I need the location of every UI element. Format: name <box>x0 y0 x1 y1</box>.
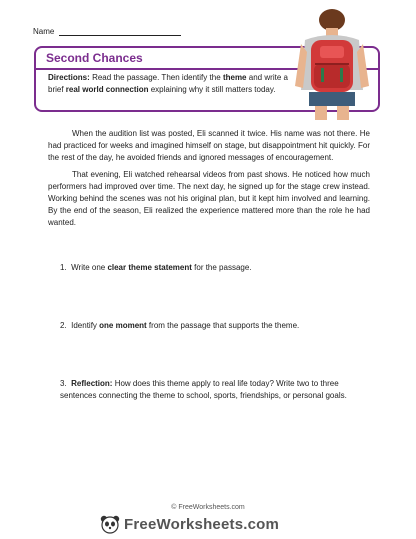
directions-text-3: explaining why it still matters today. <box>148 85 276 94</box>
directions-bold-2: real world connection <box>65 85 149 94</box>
question-text-post: for the passage. <box>191 263 252 272</box>
student-backpack-illustration <box>291 6 373 124</box>
question-text-post: How does this theme apply to real life today? Write two to three sentences connecting the theme to school, sports, friendships, or personal goals. <box>60 379 347 400</box>
question-2 <box>60 320 360 332</box>
name-field <box>33 27 181 36</box>
question-text-bold: Reflection: <box>71 379 113 388</box>
question-text-pre: Write one <box>71 263 108 272</box>
panda-icon <box>100 514 120 534</box>
brand-rest: Worksheets.com <box>156 515 280 533</box>
brand-logo <box>100 513 279 535</box>
name-label: Name <box>33 27 55 36</box>
passage-paragraph-1: When the audition list was posted, Eli scanned it twice. His name was not there. He had practiced for weeks and imagined himself on stage, but disappointment hit quickly. For the rest of the day, he avoided friends and ignored messages of encouragement. <box>48 129 370 162</box>
worksheet-title: Second Chances <box>46 51 143 65</box>
passage-paragraph-2: That evening, Eli watched rehearsal videos from past shows. He noticed how much performers had improved over time. The next day, he signed up for the stage crew instead. Working behind the scenes was not his original plan, but it kept him involved and learning. By the end of the season, Eli realized the experience mattered more than the role he had wanted. <box>48 170 370 227</box>
directions-text <box>48 72 288 96</box>
copyright-text: © FreeWorksheets.com <box>171 504 245 511</box>
question-3 <box>60 378 370 402</box>
brand-wordmark <box>124 516 279 533</box>
question-1 <box>60 262 360 274</box>
question-text-pre: Identify <box>71 321 100 330</box>
directions-text-1: Read the passage. Then identify the <box>89 73 223 82</box>
directions-label: Directions: <box>48 73 90 82</box>
brand-free: Free <box>124 515 157 533</box>
directions-bold-1: theme <box>222 73 247 82</box>
directions-text-2: and write a brief <box>48 73 288 94</box>
question-number: 1. <box>60 263 67 272</box>
question-number: 2. <box>60 321 67 330</box>
question-text-post: from the passage that supports the theme. <box>146 321 300 330</box>
question-number: 3. <box>60 379 67 388</box>
name-blank-line[interactable] <box>59 27 181 36</box>
question-text-bold: one moment <box>99 321 147 330</box>
question-text-bold: clear theme statement <box>107 263 192 272</box>
reading-passage <box>48 128 370 234</box>
